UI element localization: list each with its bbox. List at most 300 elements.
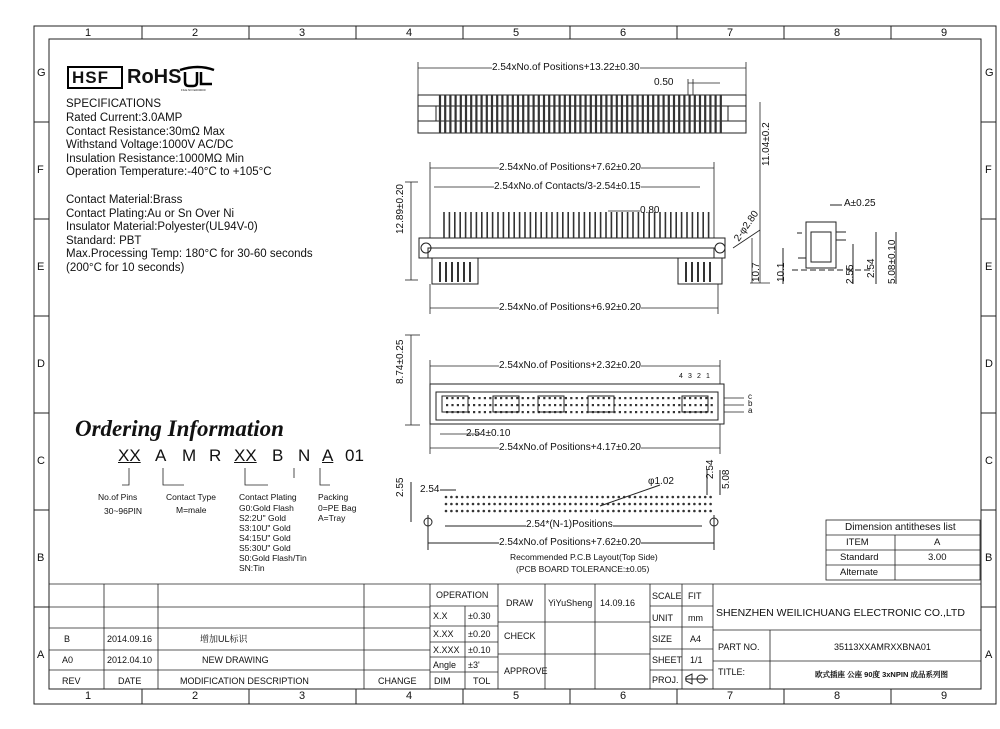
- pcb-hole: [515, 510, 518, 513]
- contact-pin: [543, 397, 545, 399]
- spec-line: Operation Temperature:-40°C to +105°C: [66, 166, 272, 179]
- code-part: B: [272, 446, 284, 465]
- contact-pin: [489, 411, 491, 413]
- pcb-hole: [645, 510, 648, 513]
- pcb-hole: [558, 496, 561, 499]
- contact-pin: [646, 397, 648, 399]
- pcb-hole: [472, 503, 475, 506]
- pcb-hole: [466, 510, 469, 513]
- pcb-hole: [456, 496, 459, 499]
- pcb-hole: [531, 510, 534, 513]
- pcb-hole: [483, 496, 486, 499]
- contact-pin: [576, 397, 578, 399]
- pcb-hole: [618, 503, 621, 506]
- specifications-title: SPECIFICATIONS: [66, 98, 161, 110]
- pins-title: No.of Pins: [98, 492, 138, 502]
- pcb-hole: [580, 496, 583, 499]
- pin-number: 2: [697, 373, 701, 380]
- dim-top2-length-label: 2.54xNo.of Positions+2.32±0.20: [499, 360, 641, 371]
- code-part: R: [209, 446, 222, 465]
- contact-pin: [473, 397, 475, 399]
- pcb-hole: [564, 510, 567, 513]
- contact-pin: [522, 404, 524, 406]
- contact-pin: [651, 397, 653, 399]
- pcb-hole: [688, 510, 691, 513]
- contact-pin: [554, 404, 556, 406]
- contact-pin: [505, 404, 507, 406]
- pin-number: 3: [688, 373, 692, 380]
- dim-874: 8.74±0.25: [395, 339, 406, 384]
- zone-col-bottom-5: 5: [513, 690, 520, 702]
- contact-pin: [689, 397, 691, 399]
- pcb-hole: [580, 510, 583, 513]
- pcb-hole: [693, 496, 696, 499]
- operation-label: OPERATION: [436, 590, 489, 600]
- contact-pin: [673, 404, 675, 406]
- pcb-hole: [450, 503, 453, 506]
- contact-pin: [532, 397, 534, 399]
- header-desc: MODIFICATION DESCRIPTION: [180, 676, 309, 686]
- zone-row-left-G: G: [37, 67, 46, 79]
- pcb-hole: [623, 510, 626, 513]
- contact-pin: [678, 404, 680, 406]
- dim-v508: 5.08±0.10: [887, 239, 898, 284]
- zone-col-top-3: 3: [299, 27, 306, 39]
- pcb-hole: [569, 496, 572, 499]
- pcb-hole: [618, 510, 621, 513]
- material-line: Contact Plating:Au or Sn Over Ni: [66, 207, 235, 220]
- contact-pin: [711, 397, 713, 399]
- ul-logo-icon: [180, 67, 214, 86]
- contact-pin: [700, 404, 702, 406]
- pcb-hole: [526, 496, 529, 499]
- connector-profile-view: [783, 205, 896, 284]
- dim-v255: 2.55: [845, 264, 856, 284]
- tol-dim: Angle: [433, 660, 457, 670]
- contact-pin: [630, 397, 632, 399]
- contact-pin: [592, 397, 594, 399]
- pcb-hole: [639, 510, 642, 513]
- contact-pin: [624, 397, 626, 399]
- pcb-hole: [618, 496, 621, 499]
- zone-row-left-D: D: [37, 358, 45, 370]
- size-label: SIZE: [652, 634, 673, 644]
- pcb-hole: [585, 510, 588, 513]
- contact-pin: [576, 404, 578, 406]
- contact-pin: [532, 404, 534, 406]
- pcb-hole: [526, 503, 529, 506]
- pcb-hole: [515, 496, 518, 499]
- contact-pin: [570, 397, 572, 399]
- zone-row-right-B: B: [985, 552, 993, 564]
- pcb-hole: [466, 496, 469, 499]
- contact-pin: [635, 411, 637, 413]
- dim-side-a: A±0.25: [844, 198, 876, 209]
- antitheses-alternate-label: Alternate: [840, 567, 879, 578]
- pcb-hole: [542, 510, 545, 513]
- antitheses-standard-label: Standard: [840, 552, 879, 563]
- plating-value: S4:15U" Gold: [239, 533, 291, 543]
- pcb-hole: [493, 510, 496, 513]
- zone-col-top-1: 1: [85, 27, 92, 39]
- contact-pin: [581, 411, 583, 413]
- pcb-hole: [493, 496, 496, 499]
- code-part: M: [182, 446, 197, 465]
- pcb-hole: [537, 503, 540, 506]
- zone-row-right-E: E: [985, 261, 993, 273]
- contact-pin: [667, 411, 669, 413]
- contact-pin: [516, 404, 518, 406]
- company-name: SHENZHEN WEILICHUANG ELECTRONIC CO.,LTD: [716, 607, 965, 619]
- dim-pcb-hole: φ1.02: [648, 476, 674, 487]
- pcb-hole: [688, 496, 691, 499]
- pcb-hole: [704, 503, 707, 506]
- pcb-hole: [672, 496, 675, 499]
- contact-pin: [549, 404, 551, 406]
- tol-value: ±0.30: [468, 611, 491, 621]
- contact-pin: [462, 397, 464, 399]
- rev-a0-date: 2012.04.10: [107, 655, 153, 665]
- dim-pin-width: 0.80: [640, 205, 660, 216]
- contact-pin: [705, 404, 707, 406]
- antitheses-item-header: ITEM: [846, 537, 869, 548]
- rohs-logo: RoHS: [127, 66, 182, 88]
- pcb-hole: [634, 496, 637, 499]
- tol-value: ±0.10: [468, 645, 491, 655]
- pcb-hole: [537, 510, 540, 513]
- contact-pin: [522, 397, 524, 399]
- row-letter: c: [748, 392, 752, 401]
- part-no-value: 35113XXAMRXXBNA01: [834, 642, 931, 652]
- check-label: CHECK: [504, 631, 536, 641]
- zone-row-right-G: G: [985, 67, 994, 79]
- spec-line: Contact Resistance:30mΩ Max: [66, 125, 225, 138]
- contact-pin: [678, 397, 680, 399]
- contact-pin: [543, 404, 545, 406]
- pcb-hole: [483, 503, 486, 506]
- pcb-hole: [499, 496, 502, 499]
- contact-pin: [624, 404, 626, 406]
- contact-pin: [457, 404, 459, 406]
- pcb-hole: [493, 503, 496, 506]
- zone-col-top-2: 2: [192, 27, 199, 39]
- pcb-hole: [445, 510, 448, 513]
- contact-pin: [451, 397, 453, 399]
- connector-top-view-2: [430, 384, 724, 424]
- pcb-hole: [596, 503, 599, 506]
- contact-pin: [581, 404, 583, 406]
- zone-col-top-6: 6: [620, 27, 627, 39]
- zone-col-top-9: 9: [941, 27, 948, 39]
- pcb-hole: [510, 496, 513, 499]
- pcb-hole: [612, 496, 615, 499]
- pcb-hole: [472, 496, 475, 499]
- pcb-hole: [585, 503, 588, 506]
- plating-title: Contact Plating: [239, 492, 297, 502]
- pcb-hole: [585, 496, 588, 499]
- contact-pin: [597, 404, 599, 406]
- pcb-hole: [564, 503, 567, 506]
- contact-pin: [505, 397, 507, 399]
- pcb-hole: [531, 496, 534, 499]
- sheet-label: SHEET: [652, 655, 683, 665]
- pcb-hole: [709, 503, 712, 506]
- dim-pcb-positions: 2.54*(N-1)Positions: [526, 519, 613, 530]
- contact-pin: [478, 411, 480, 413]
- contact-pin: [662, 411, 664, 413]
- contact-pin: [581, 397, 583, 399]
- dim-417-label: 2.54xNo.of Positions+4.17±0.20: [499, 442, 641, 453]
- pcb-hole: [693, 510, 696, 513]
- contact-pin: [576, 411, 578, 413]
- approve-label: APPROVE: [504, 666, 548, 676]
- pcb-hole: [499, 503, 502, 506]
- zone-col-bottom-3: 3: [299, 690, 306, 702]
- plating-value: G0:Gold Flash: [239, 503, 294, 513]
- dim-hole: 2-φ2.80: [732, 208, 762, 244]
- contact-pin: [527, 397, 529, 399]
- contact-pin: [640, 397, 642, 399]
- contact-pin: [592, 404, 594, 406]
- contact-pin: [597, 397, 599, 399]
- spec-line: Insulation Resistance:1000MΩ Min: [66, 152, 244, 165]
- contact-pin: [619, 397, 621, 399]
- dim-h101: 10.1: [776, 262, 787, 282]
- scale-label: SCALE: [652, 591, 682, 601]
- pcb-hole: [591, 503, 594, 506]
- pcb-hole: [488, 496, 491, 499]
- zone-col-bottom-1: 1: [85, 690, 92, 702]
- tol-dim: X.XX: [433, 629, 454, 639]
- contact-pin: [603, 404, 605, 406]
- contact-pin: [495, 404, 497, 406]
- pcb-hole: [558, 503, 561, 506]
- antitheses-a-header: A: [934, 537, 941, 548]
- spec-line: Rated Current:3.0AMP: [66, 112, 183, 124]
- connector-side-view: [419, 212, 725, 284]
- zone-col-top-8: 8: [834, 27, 841, 39]
- dim-h107: 10.7: [751, 262, 762, 282]
- pcb-hole: [574, 503, 577, 506]
- zone-col-bottom-6: 6: [620, 690, 627, 702]
- unit-value: mm: [688, 613, 703, 623]
- contact-pin: [446, 404, 448, 406]
- part-no-label: PART NO.: [718, 642, 760, 652]
- pcb-hole: [569, 510, 572, 513]
- contact-pin: [624, 411, 626, 413]
- contact-pin: [657, 411, 659, 413]
- contact-pin: [516, 397, 518, 399]
- pcb-hole: [661, 510, 664, 513]
- rev-a0-desc: NEW DRAWING: [202, 655, 269, 665]
- contact-pin: [565, 404, 567, 406]
- dim-pcb-total: 2.54xNo.of Positions+7.62±0.20: [499, 537, 641, 548]
- contact-pin: [565, 411, 567, 413]
- pcb-hole: [655, 503, 658, 506]
- pcb-hole: [456, 510, 459, 513]
- pcb-hole: [450, 510, 453, 513]
- pcb-hole: [650, 496, 653, 499]
- material-line: Max.Processing Temp: 180°C for 30-60 seconds: [66, 248, 313, 261]
- packing-value: A=Tray: [318, 513, 346, 523]
- contact-pin: [527, 404, 529, 406]
- zone-row-right-D: D: [985, 358, 993, 370]
- code-part: 01: [345, 446, 364, 465]
- pcb-hole: [456, 503, 459, 506]
- pcb-hole: [699, 496, 702, 499]
- contact-pin: [522, 411, 524, 413]
- dim-pcb-254b: 2.54: [705, 459, 716, 479]
- pcb-hole: [520, 496, 523, 499]
- pcb-hole: [445, 503, 448, 506]
- pcb-hole: [542, 496, 545, 499]
- header-tol: TOL: [473, 676, 491, 686]
- contact-pin: [630, 411, 632, 413]
- pcb-hole: [601, 510, 604, 513]
- contact-pin: [694, 404, 696, 406]
- pcb-hole: [704, 496, 707, 499]
- contact-pin: [657, 404, 659, 406]
- contact-pin: [689, 404, 691, 406]
- draw-label: DRAW: [506, 598, 534, 608]
- dim-v254: 2.54: [866, 258, 877, 278]
- drawer-name: YiYuSheng: [548, 598, 593, 608]
- contact-pin: [478, 397, 480, 399]
- header-dim: DIM: [434, 676, 451, 686]
- pcb-tolerance: (PCB BOARD TOLERANCE:±0.05): [516, 564, 650, 574]
- pcb-caption: Recommended P.C.B Layout(Top Side): [510, 552, 658, 562]
- contact-pin: [619, 411, 621, 413]
- contact-pin: [667, 397, 669, 399]
- contact-pin: [500, 404, 502, 406]
- scale-value: FIT: [688, 591, 702, 601]
- pcb-hole: [639, 496, 642, 499]
- contact-pin: [462, 404, 464, 406]
- type-value: M=male: [176, 505, 207, 515]
- dim-pcb-255: 2.55: [395, 477, 406, 497]
- pcb-hole: [628, 503, 631, 506]
- dim-height-total: 11.04±0.2: [761, 122, 772, 166]
- contact-pin: [527, 411, 529, 413]
- rev-b-date: 2014.09.16: [107, 634, 153, 644]
- packing-value: 0=PE Bag: [318, 503, 357, 513]
- zone-row-right-F: F: [985, 164, 992, 176]
- contact-pin: [635, 404, 637, 406]
- contact-pin: [549, 397, 551, 399]
- contact-pin: [651, 404, 653, 406]
- pcb-hole: [547, 510, 550, 513]
- pcb-hole: [623, 503, 626, 506]
- rev-b: B: [64, 634, 71, 644]
- ul-logo-fine-print: FILE NO E000000: [181, 88, 206, 92]
- code-part: N: [298, 446, 311, 465]
- pcb-hole: [461, 510, 464, 513]
- contact-pin: [711, 411, 713, 413]
- pcb-hole: [666, 510, 669, 513]
- contact-pin: [657, 397, 659, 399]
- contact-pin: [500, 397, 502, 399]
- contact-pin: [565, 397, 567, 399]
- pcb-hole: [596, 496, 599, 499]
- pcb-hole: [645, 496, 648, 499]
- contact-pin: [451, 404, 453, 406]
- pin-number: 4: [679, 373, 683, 380]
- pcb-hole: [450, 496, 453, 499]
- plating-value: S0:Gold Flash/Tin: [239, 553, 307, 563]
- zone-row-right-C: C: [985, 455, 993, 467]
- pcb-hole: [520, 510, 523, 513]
- zone-row-left-F: F: [37, 164, 44, 176]
- contact-pin: [684, 404, 686, 406]
- pcb-hole: [477, 510, 480, 513]
- ordering-title: Ordering Information: [75, 416, 284, 441]
- pcb-hole: [445, 496, 448, 499]
- contact-pin: [457, 397, 459, 399]
- pcb-hole: [504, 510, 507, 513]
- material-line: Contact Material:Brass: [66, 194, 183, 206]
- pcb-hole: [655, 510, 658, 513]
- pcb-hole: [510, 503, 513, 506]
- material-line: Standard: PBT: [66, 234, 142, 247]
- code-part: A: [155, 446, 167, 465]
- pcb-hole: [661, 503, 664, 506]
- pcb-hole: [580, 503, 583, 506]
- pcb-hole: [677, 503, 680, 506]
- contact-pin: [619, 404, 621, 406]
- pcb-hole: [693, 503, 696, 506]
- code-part: XX: [234, 446, 257, 465]
- pcb-hole: [515, 503, 518, 506]
- pcb-hole: [612, 503, 615, 506]
- contact-pin: [473, 404, 475, 406]
- draw-date: 14.09.16: [600, 598, 636, 608]
- contact-pin: [640, 404, 642, 406]
- contact-pin: [473, 411, 475, 413]
- pcb-hole: [634, 510, 637, 513]
- pcb-hole: [564, 496, 567, 499]
- pcb-hole: [574, 496, 577, 499]
- zone-col-bottom-8: 8: [834, 690, 841, 702]
- zone-col-bottom-9: 9: [941, 690, 948, 702]
- zone-row-left-A: A: [37, 649, 45, 661]
- pcb-hole: [520, 503, 523, 506]
- zone-col-top-4: 4: [406, 27, 413, 39]
- plating-value: S2:2U" Gold: [239, 513, 286, 523]
- pcb-hole: [655, 496, 658, 499]
- contact-pin: [532, 411, 534, 413]
- contact-pin: [608, 397, 610, 399]
- tol-dim: X.X: [433, 611, 448, 621]
- pcb-hole: [483, 510, 486, 513]
- plating-value: SN:Tin: [239, 563, 265, 573]
- pcb-hole: [461, 503, 464, 506]
- contact-pin: [608, 404, 610, 406]
- pcb-hole: [607, 496, 610, 499]
- pcb-hole: [666, 503, 669, 506]
- contact-pin: [635, 397, 637, 399]
- pcb-hole: [477, 496, 480, 499]
- contact-pin: [484, 411, 486, 413]
- contact-pin: [559, 397, 561, 399]
- contact-pin: [711, 404, 713, 406]
- contact-pin: [489, 397, 491, 399]
- row-letter: b: [748, 399, 753, 408]
- dim-top-small-label: 0.50: [654, 77, 674, 88]
- pcb-hole: [526, 510, 529, 513]
- dim-top-length-label: 2.54xNo.of Positions+13.22±0.30: [492, 62, 640, 73]
- header-rev: REV: [62, 676, 81, 686]
- pcb-hole: [661, 496, 664, 499]
